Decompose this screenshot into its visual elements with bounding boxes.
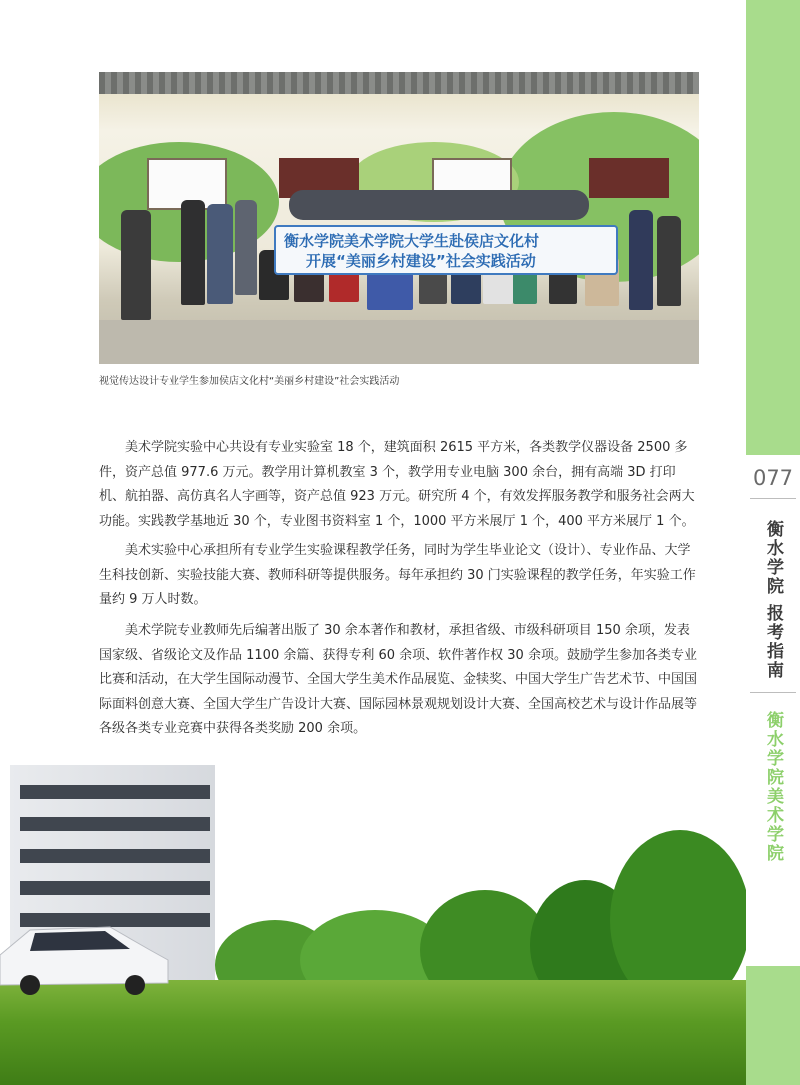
paragraph-lab-services: 美术实验中心承担所有专业学生实验课程教学任务，同时为学生毕业论文（设计）、专业作品、大学生科技创新、实验技能大赛、教师科研等提供服务。每年承担约 30 门实验课程的教学任务，年实验工作量约 9 万人时数。 — [99, 543, 696, 607]
banner-line-2: 开展“美丽乡村建设”社会实践活动 — [306, 252, 536, 270]
guide-title: 衡水学院 报考指南 — [763, 520, 783, 680]
photo-caption: 视觉传达设计专业学生参加侯店文化村“美丽乡村建设”社会实践活动 — [99, 376, 400, 387]
grass-field — [0, 980, 746, 1085]
photo-roof — [99, 72, 699, 94]
white-car — [0, 915, 170, 995]
activity-banner — [274, 225, 618, 275]
sidebar-rule — [750, 498, 796, 499]
sidebar-bottom-band — [746, 966, 800, 1085]
photo-ground — [99, 320, 699, 364]
section-title: 衡水学院美术学院 — [763, 711, 783, 863]
right-sidebar — [746, 0, 800, 1085]
page-number: 077 — [752, 466, 794, 490]
banner-line-1: 衡水学院美术学院大学生赴侯店文化村 — [284, 232, 540, 250]
paragraph-achievements: 美术学院专业教师先后编著出版了 30 余本著作和教材，承担省级、市级科研项目 150 余项，发表国家级、省级论文及作品 1100 余篇、获得专利 60 余项、软件著作权 30 余项。鼓励学生参加各类专业比赛和活动，在大学生国际动漫节、全国大学生美术作品展览、金犊奖、中国大学生广告艺术节、中国国际面料创意大赛、全国大学生广告设计大赛、国际园林景观规划设计大赛、全国高校艺术与设计作品展等各级各类专业竞赛中获得各类奖励 200 余项。 — [99, 623, 698, 736]
campus-scenery — [0, 690, 746, 1085]
activity-photo — [99, 72, 699, 364]
sidebar-rule — [750, 692, 796, 693]
sidebar-top-band — [746, 0, 800, 455]
paragraph-lab-center: 美术学院实验中心共设有专业实验室 18 个，建筑面积 2615 平方米，各类教学仪器设备 2500 多件，资产总值 977.6 万元。教学用计算机教室 3 个，教学用专业电脑 300 余台，拥有高端 3D 打印机、航拍器、高仿真名人字画等，资产总值 923 万元。研究所 4 个，有效发挥服务教学和服务社会两大功能。实践教学基地近 30 个，专业图书资料室 1 个，1000 平方米展厅 1 个，400 平方米展厅 1 个。 — [99, 440, 695, 529]
